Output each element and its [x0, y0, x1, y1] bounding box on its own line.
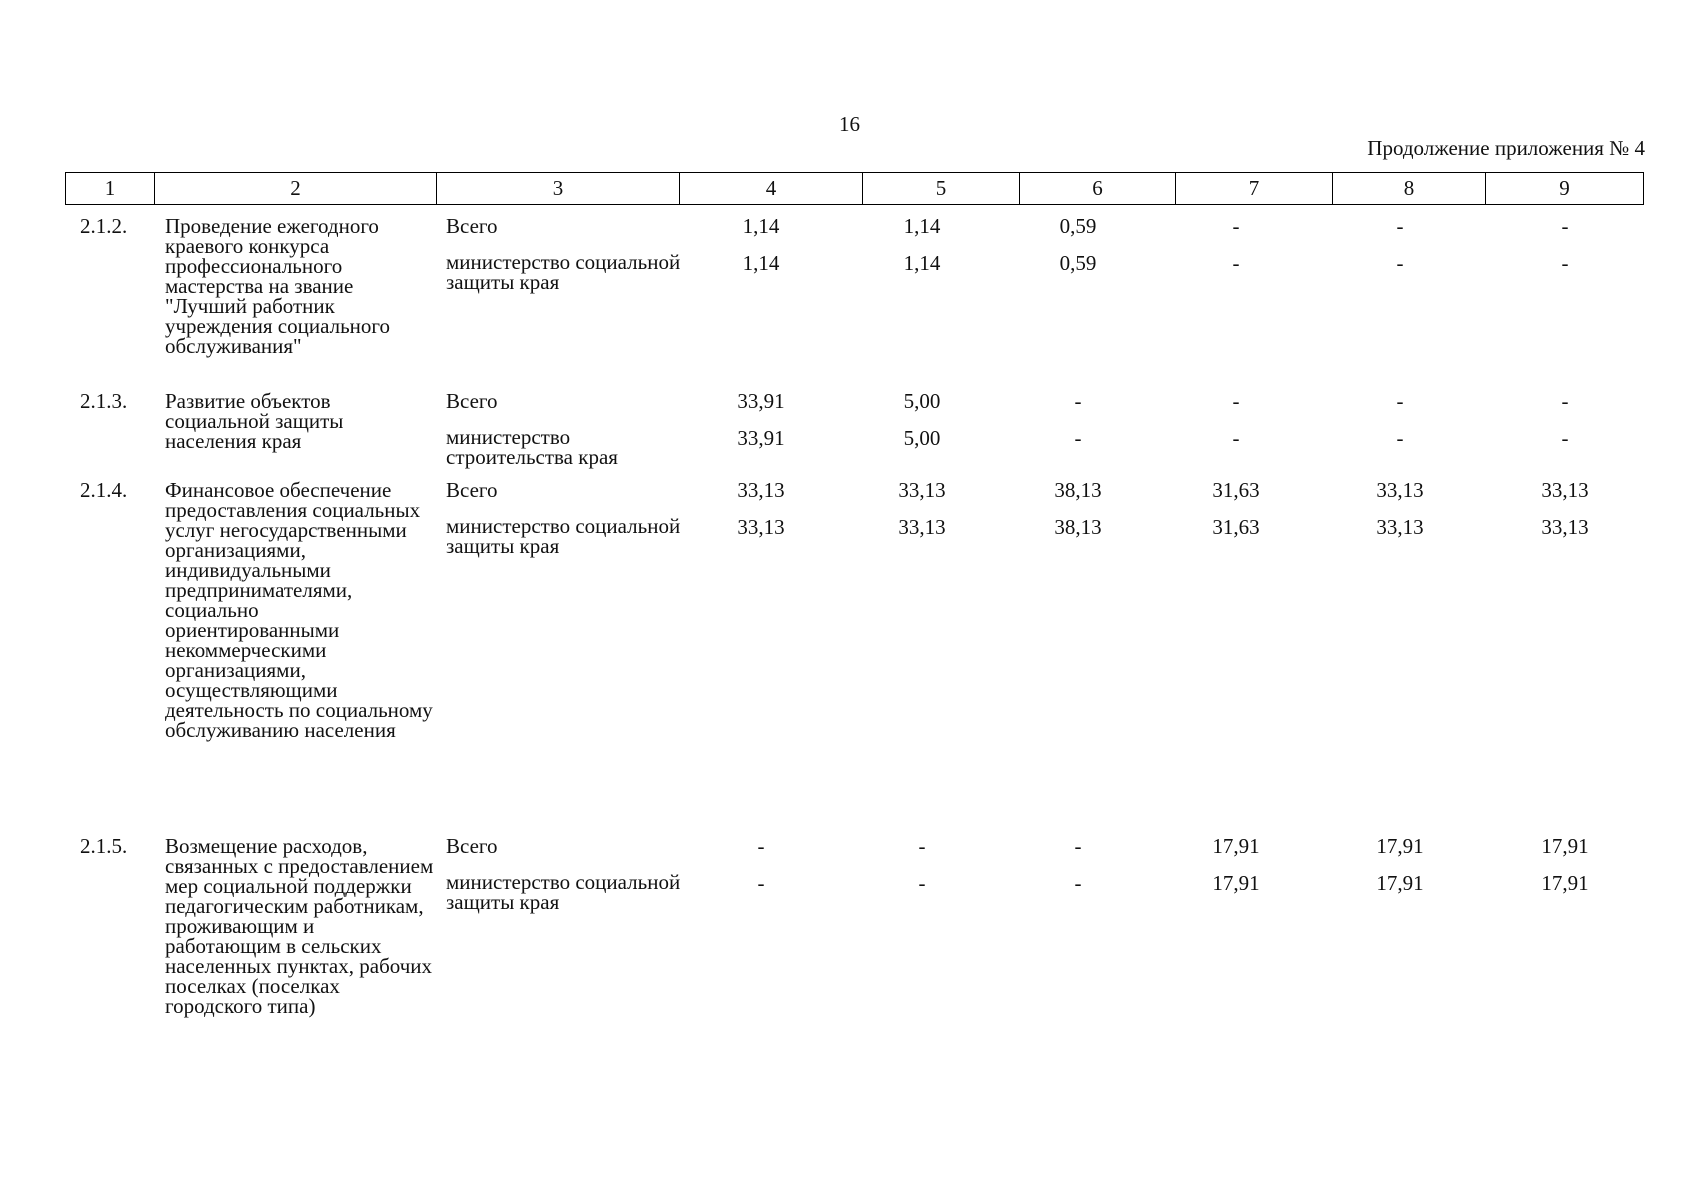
activity-name: Развитие объектов социальной защиты населения края — [165, 389, 344, 453]
value-cell: - — [918, 871, 926, 895]
value-cell: - — [1074, 871, 1082, 895]
source-total-label: Всего — [446, 834, 498, 858]
source-total-label: Всего — [446, 214, 498, 238]
value-cell: 33,91 — [737, 389, 785, 413]
row-number: 2.1.4. — [80, 478, 128, 502]
value-cell: - — [1074, 426, 1082, 450]
value-cell: 31,63 — [1212, 515, 1260, 539]
value-cell: 33,13 — [737, 515, 785, 539]
value-cell: 0,59 — [1059, 214, 1097, 238]
activity-name: Возмещение расходов, связанных с предоставлением мер социальной поддержки педагогическим работникам, проживающим и работающим в сельских населенных пунктах, рабочих поселках (поселках городского типа) — [165, 834, 434, 1018]
value-cell: 1,14 — [742, 214, 780, 238]
value-cell: 17,91 — [1376, 871, 1424, 895]
activity-name: Проведение ежегодного краевого конкурса профессионального мастерства на звание "Лучший работник учреждения социального обслуживания" — [165, 214, 390, 358]
activity-name: Финансовое обеспечение предоставления социальных услуг негосударственными организациями, индивидуальными предпринимателями, социально ориентированными некоммерческими организациями, осуществляющими деятельность по социальному обслуживанию населения — [165, 478, 433, 742]
value-cell: 33,13 — [1376, 515, 1424, 539]
value-cell: 5,00 — [903, 426, 941, 450]
source-ministry-label: министерство социальной защиты края — [446, 250, 681, 294]
value-cell: - — [1074, 834, 1082, 858]
value-cell: 17,91 — [1212, 871, 1260, 895]
value-cell: 5,00 — [903, 389, 941, 413]
column-header-6: 6 — [1020, 173, 1176, 205]
value-cell: - — [1232, 426, 1240, 450]
value-cell: - — [1396, 426, 1404, 450]
value-cell: 17,91 — [1212, 834, 1260, 858]
source-ministry-label: министерство социальной защиты края — [446, 870, 681, 914]
value-cell: 17,91 — [1541, 871, 1589, 895]
row-number: 2.1.3. — [80, 389, 128, 413]
page-number: 16 — [839, 112, 860, 136]
column-number-header — [65, 172, 1644, 205]
value-cell: - — [918, 834, 926, 858]
column-header-2: 2 — [155, 173, 437, 205]
value-cell: 33,13 — [898, 515, 946, 539]
column-header-9: 9 — [1486, 173, 1644, 205]
value-cell: - — [757, 871, 765, 895]
value-cell: - — [1561, 389, 1569, 413]
value-cell: - — [1232, 251, 1240, 275]
column-header-4: 4 — [680, 173, 863, 205]
value-cell: 33,13 — [1376, 478, 1424, 502]
value-cell: 33,13 — [1541, 478, 1589, 502]
value-cell: - — [1396, 214, 1404, 238]
column-header-8: 8 — [1333, 173, 1486, 205]
funding-source — [446, 391, 686, 483]
value-cell: 17,91 — [1541, 834, 1589, 858]
source-ministry-label: министерство строительства края — [446, 425, 618, 469]
column-header-3: 3 — [437, 173, 680, 205]
value-cell: - — [1561, 251, 1569, 275]
funding-source — [446, 480, 686, 572]
column-header-1: 1 — [66, 173, 155, 205]
source-total-label: Всего — [446, 478, 498, 502]
source-ministry-label: министерство социальной защиты края — [446, 514, 681, 558]
value-cell: - — [1396, 251, 1404, 275]
value-cell: 1,14 — [742, 251, 780, 275]
value-cell: 33,13 — [898, 478, 946, 502]
funding-source — [446, 836, 686, 928]
funding-source — [446, 216, 686, 308]
value-cell: 31,63 — [1212, 478, 1260, 502]
value-cell: 33,91 — [737, 426, 785, 450]
value-cell: - — [757, 834, 765, 858]
value-cell: - — [1561, 214, 1569, 238]
value-cell: 0,59 — [1059, 251, 1097, 275]
column-header-7: 7 — [1176, 173, 1333, 205]
value-cell: - — [1396, 389, 1404, 413]
row-number: 2.1.5. — [80, 834, 128, 858]
value-cell: - — [1074, 389, 1082, 413]
continuation-label: Продолжение приложения № 4 — [1367, 136, 1645, 160]
value-cell: 17,91 — [1376, 834, 1424, 858]
value-cell: - — [1232, 389, 1240, 413]
value-cell: - — [1232, 214, 1240, 238]
value-cell: 33,13 — [1541, 515, 1589, 539]
value-cell: - — [1561, 426, 1569, 450]
source-total-label: Всего — [446, 389, 498, 413]
value-cell: 38,13 — [1054, 515, 1102, 539]
value-cell: 1,14 — [903, 251, 941, 275]
value-cell: 1,14 — [903, 214, 941, 238]
value-cell: 38,13 — [1054, 478, 1102, 502]
row-number: 2.1.2. — [80, 214, 128, 238]
value-cell: 33,13 — [737, 478, 785, 502]
column-header-5: 5 — [863, 173, 1020, 205]
